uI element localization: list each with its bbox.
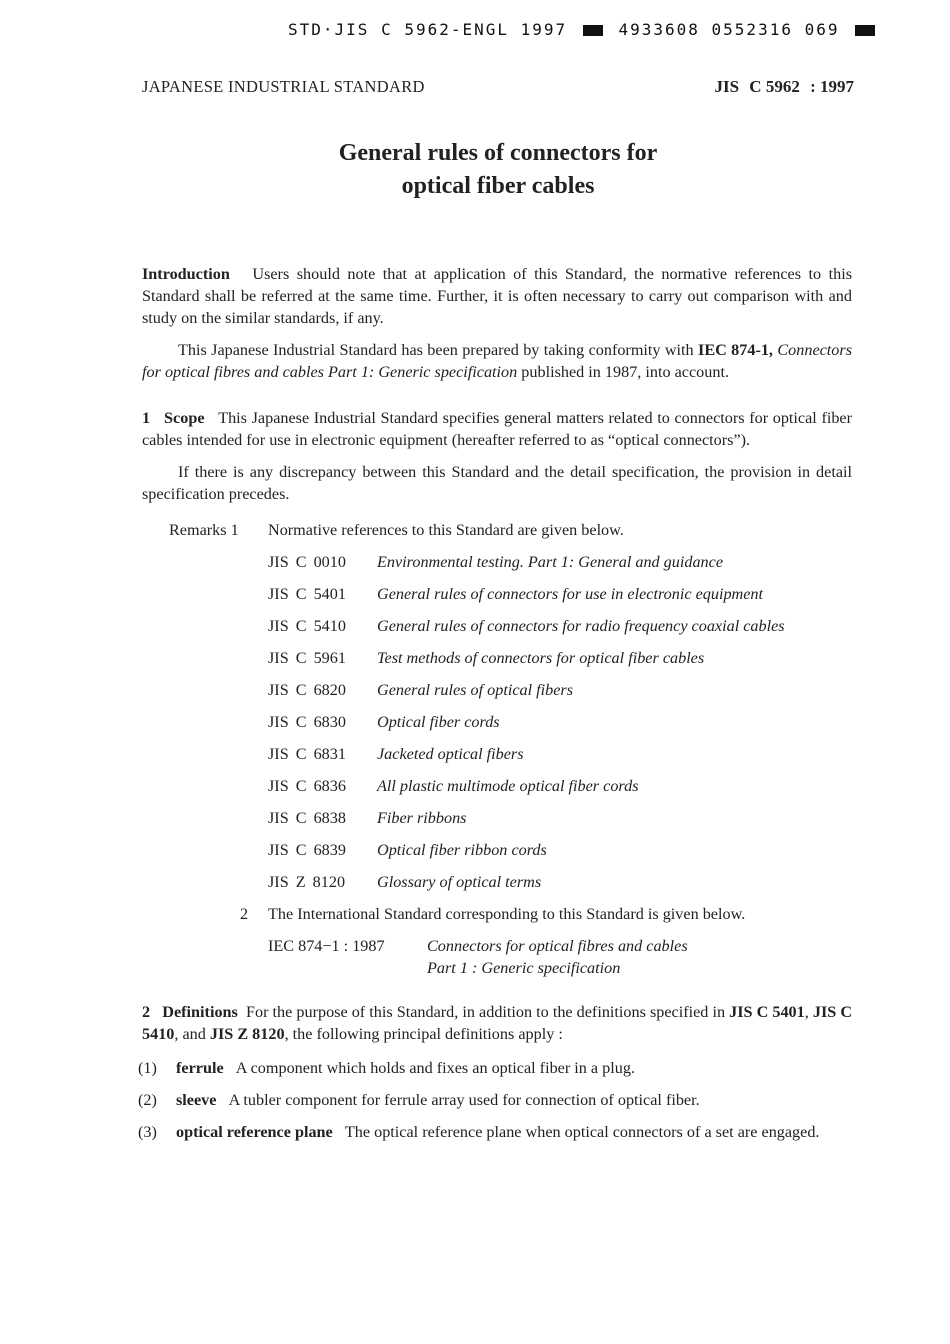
reference-title: All plastic multimode optical fiber cords xyxy=(377,777,639,795)
standard-label: JAPANESE INDUSTRIAL STANDARD xyxy=(142,77,425,96)
title-line-2: optical fiber cables xyxy=(401,173,595,199)
black-block-icon xyxy=(583,25,603,36)
reference-row xyxy=(268,615,852,637)
black-block-icon xyxy=(855,25,875,36)
scope-text: This Japanese Industrial Standard specifies general matters related to connectors for optical fiber cables intended for use in electronic equipment (hereafter referred to as “optical connectors”). xyxy=(142,409,853,449)
std-code: STD·JIS C 5962-ENGL 1997 xyxy=(288,20,568,39)
reference-row xyxy=(268,743,852,765)
reference-title: Fiber ribbons xyxy=(377,809,467,827)
introduction-paragraph xyxy=(142,263,852,329)
international-standard-row xyxy=(268,935,852,979)
reference-title: Environmental testing. Part 1: General and guidance xyxy=(377,553,724,571)
definition-body xyxy=(176,1121,852,1143)
remarks-section xyxy=(142,519,852,979)
reference-row xyxy=(268,583,852,605)
remarks-label: Remarks 1 xyxy=(169,521,239,539)
reference-title: Jacketed optical fibers xyxy=(377,745,524,763)
definitions-number: 2 xyxy=(142,1003,151,1021)
remark-2-text: The International Standard corresponding to this Standard is given below. xyxy=(268,905,746,923)
iec-title-block xyxy=(427,935,852,979)
reference-code: JIS C 5410 xyxy=(268,617,346,635)
definition-number: (1) xyxy=(138,1059,157,1077)
definition-text: A tubler component for ferrule array used for connection of optical fiber. xyxy=(228,1091,700,1109)
conformity-text: This Japanese Industrial Standard has been prepared by taking conformity with xyxy=(178,341,699,359)
jis-code: C 5962 xyxy=(749,77,800,96)
standard-number xyxy=(708,77,854,97)
reference-title: Glossary of optical terms xyxy=(377,873,542,891)
iec-reference: IEC 874-1, xyxy=(698,341,773,359)
document-body xyxy=(138,263,853,1143)
scope-paragraph xyxy=(142,407,852,451)
definitions-ref-3: JIS Z 8120 xyxy=(209,1025,285,1043)
iec-title: Connectors for optical fibres and cables Part 1: Generic specification xyxy=(142,341,852,381)
reference-row xyxy=(268,871,852,893)
reference-title: General rules of optical fibers xyxy=(377,681,574,699)
reference-row xyxy=(268,807,852,829)
jis-year: : 1997 xyxy=(810,77,854,96)
control-numbers: 4933608 0552316 069 xyxy=(618,20,840,39)
definition-number: (2) xyxy=(138,1091,157,1109)
definition-term: ferrule xyxy=(176,1059,224,1077)
definition-body xyxy=(176,1089,852,1111)
reference-code: JIS Z 8120 xyxy=(268,873,346,891)
reference-code: JIS C 5961 xyxy=(268,649,346,667)
reference-row xyxy=(268,679,852,701)
conformity-text-end: published in 1987, into account. xyxy=(517,363,730,381)
scope-heading: Scope xyxy=(164,409,205,427)
scope-number: 1 xyxy=(142,409,151,427)
reference-title: General rules of connectors for radio frequency coaxial cables xyxy=(377,617,785,635)
definition-item xyxy=(138,1057,852,1079)
separator: , xyxy=(804,1003,813,1021)
reference-title: Test methods of connectors for optical fiber cables xyxy=(377,649,705,667)
iec-code: IEC 874−1 : 1987 xyxy=(268,937,385,955)
remark-2 xyxy=(142,903,852,925)
document-control-line xyxy=(288,20,879,39)
page-title xyxy=(0,137,950,203)
reference-code: JIS C 6839 xyxy=(268,841,346,859)
definition-term: optical reference plane xyxy=(176,1123,333,1141)
iec-title-line-1: Connectors for optical fibres and cables xyxy=(427,937,688,955)
reference-code: JIS C 6836 xyxy=(268,777,346,795)
reference-code: JIS C 6838 xyxy=(268,809,346,827)
jis-label: JIS xyxy=(714,77,740,96)
separator: , and xyxy=(174,1025,210,1043)
definition-text: The optical reference plane when optical connectors of a set are engaged. xyxy=(344,1123,820,1141)
reference-title: Optical fiber cords xyxy=(377,713,500,731)
discrepancy-paragraph: If there is any discrepancy between this Standard and the detail specification, the provision in detail specification precedes. xyxy=(142,463,852,503)
reference-row xyxy=(268,839,852,861)
reference-code: JIS C 6830 xyxy=(268,713,346,731)
reference-code: JIS C 6831 xyxy=(268,745,346,763)
definitions-text-end: , the following principal definitions apply : xyxy=(284,1025,563,1043)
definition-item xyxy=(138,1121,852,1143)
introduction-heading: Introduction xyxy=(142,265,230,283)
reference-code: JIS C 0010 xyxy=(268,553,346,571)
definitions-ref-1: JIS C 5401 xyxy=(729,1003,805,1021)
conformity-paragraph xyxy=(142,339,852,383)
reference-title: Optical fiber ribbon cords xyxy=(377,841,547,859)
reference-row xyxy=(268,551,852,573)
remark-2-number: 2 xyxy=(240,905,249,923)
definition-term: sleeve xyxy=(176,1091,217,1109)
reference-row xyxy=(268,711,852,733)
reference-row xyxy=(268,647,852,669)
reference-title: General rules of connectors for use in electronic equipment xyxy=(377,585,764,603)
definitions-heading: Definitions xyxy=(162,1003,238,1021)
definition-text: A component which holds and fixes an optical fiber in a plug. xyxy=(235,1059,635,1077)
definition-item xyxy=(138,1089,852,1111)
definitions-paragraph xyxy=(142,1001,852,1045)
introduction-text: Users should note that at application of this Standard, the normative references to this Standard shall be referred at the same time. Further, it is often necessary to carry out comparison with and study on the similar standards, if any. xyxy=(142,265,853,327)
iec-title-line-2: Part 1 : Generic specification xyxy=(427,959,621,977)
definitions-ref-2: JIS C 5410 xyxy=(142,1003,853,1043)
title-line-1: General rules of connectors for xyxy=(338,140,658,166)
reference-row xyxy=(268,775,852,797)
definition-list xyxy=(138,1057,852,1143)
definitions-text: For the purpose of this Standard, in addition to the definitions specified in xyxy=(246,1003,730,1021)
remarks-intro: Normative references to this Standard are given below. xyxy=(268,521,624,539)
reference-code: JIS C 6820 xyxy=(268,681,346,699)
definition-body xyxy=(176,1057,852,1079)
reference-code: JIS C 5401 xyxy=(268,585,346,603)
definition-number: (3) xyxy=(138,1123,157,1141)
